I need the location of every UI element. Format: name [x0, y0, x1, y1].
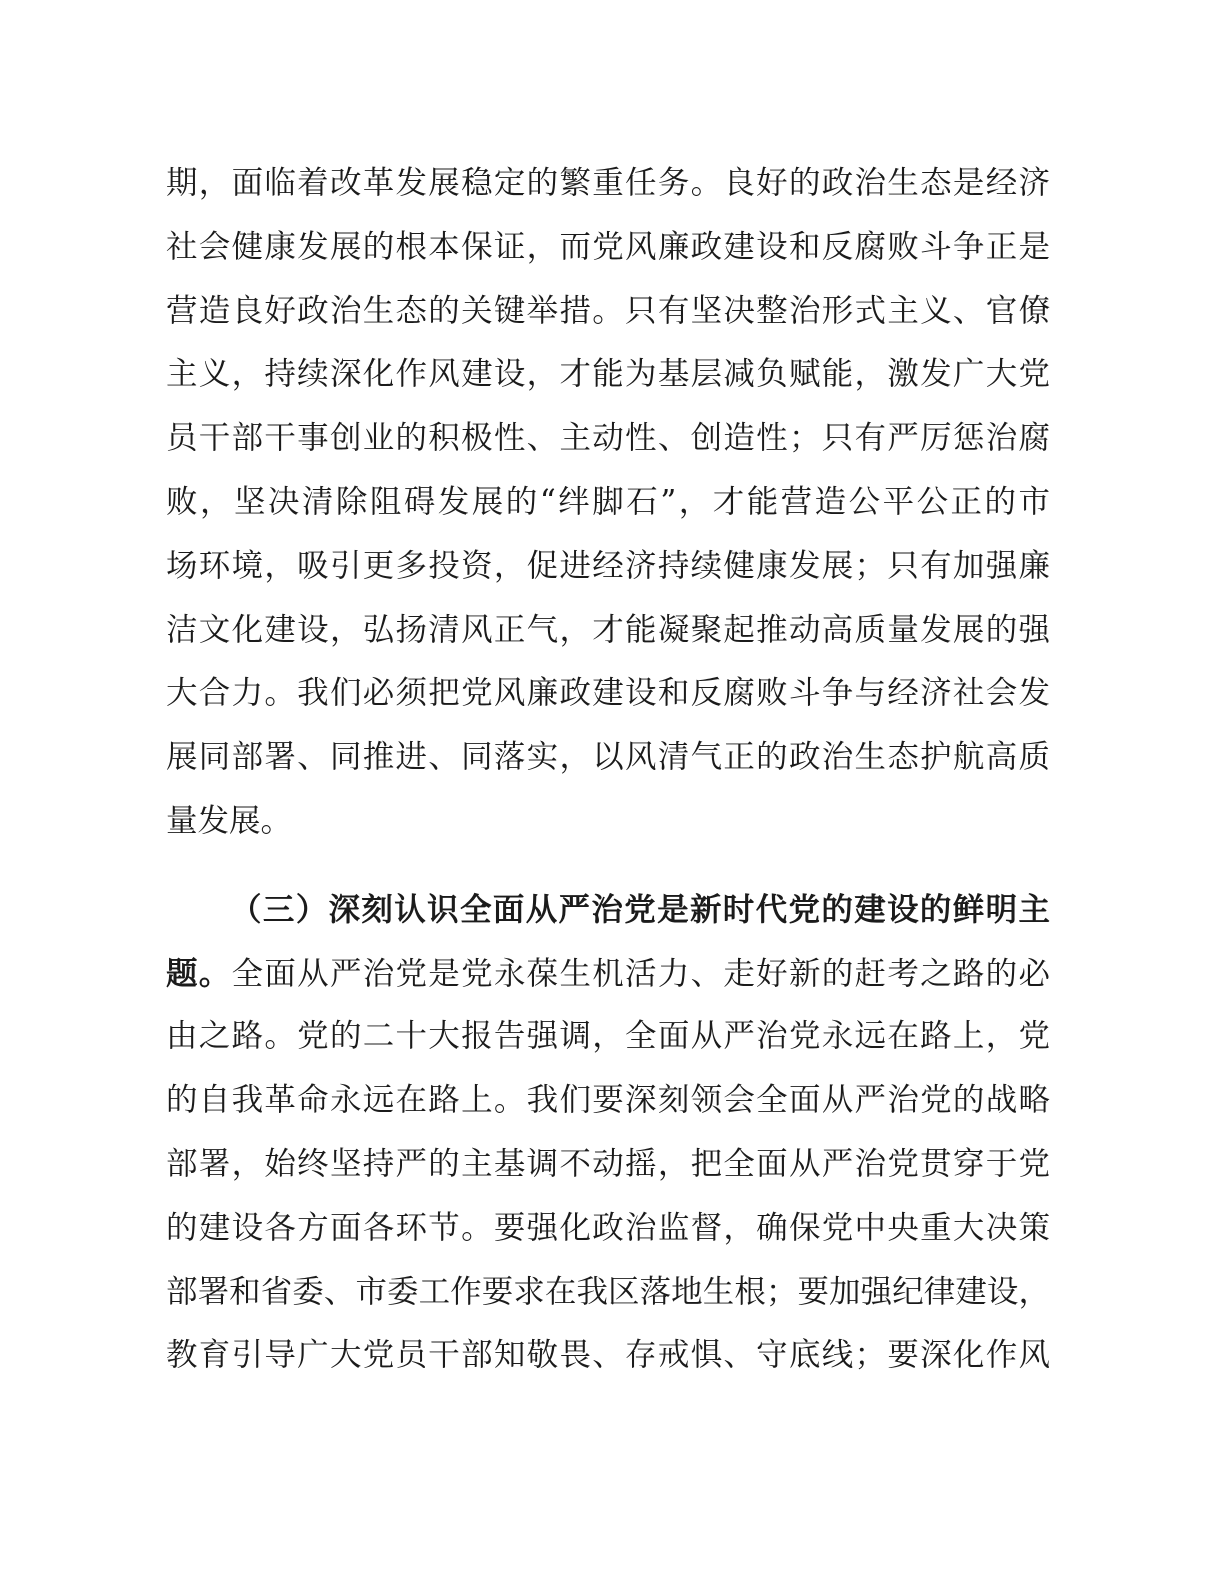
text-line	[166, 790, 1050, 854]
body-text-segment: 洁文化建设，弘扬清风正气，才能凝聚起推动高质量发展的强	[166, 611, 1050, 648]
body-text-segment: 社会健康发展的根本保证，而党风廉政建设和反腐败斗争正是	[166, 228, 1050, 265]
text-line	[166, 152, 1050, 216]
body-text-segment: 员干部干事创业的积极性、主动性、创造性；只有严厉惩治腐	[166, 420, 1050, 457]
body-text-segment: 全面从严治党是党永葆生机活力、走好新的赶考之路的必	[231, 955, 1050, 992]
text-line	[166, 1197, 1050, 1261]
text-line	[166, 1005, 1050, 1069]
text-line	[166, 280, 1050, 344]
bold-text-segment: （三）深刻认识全面从严治党是新时代党的建设的鲜明主	[230, 890, 1050, 928]
text-line	[166, 599, 1050, 663]
text-line	[166, 1324, 1050, 1388]
text-line	[166, 471, 1050, 535]
body-text-segment: 的建设各方面各环节。要强化政治监督，确保党中央重大决策	[166, 1209, 1050, 1246]
body-text-segment: 量发展。	[166, 802, 293, 839]
text-line	[166, 942, 1050, 1006]
text-line	[166, 407, 1050, 471]
bold-text-segment: 题。	[166, 954, 232, 992]
document-text	[166, 152, 1050, 1388]
body-text-segment: 部署和省委、市委工作要求在我区落地生根；要加强纪律建设，	[166, 1273, 1050, 1310]
body-text-segment: 败，坚决清除阻碍发展的“绊脚石”，才能营造公平公正的市	[166, 483, 1050, 520]
body-text-segment: 大合力。我们必须把党风廉政建设和反腐败斗争与经济社会发	[166, 675, 1050, 712]
text-line	[166, 1133, 1050, 1197]
text-line	[166, 1261, 1050, 1325]
body-text-segment: 期，面临着改革发展稳定的繁重任务。良好的政治生态是经济	[166, 165, 1050, 201]
body-text-segment: 教育引导广大党员干部知敬畏、存戒惧、守底线；要深化作风	[166, 1337, 1050, 1374]
section-heading-line	[166, 878, 1050, 942]
text-line	[166, 535, 1050, 599]
body-text-segment: 营造良好政治生态的关键举措。只有坚决整治形式主义、官僚	[166, 292, 1050, 329]
body-text-segment: 的自我革命永远在路上。我们要深刻领会全面从严治党的战略	[166, 1082, 1050, 1119]
body-text-segment: 主义，持续深化作风建设，才能为基层减负赋能，激发广大党	[166, 356, 1050, 393]
body-text-segment: 由之路。党的二十大报告强调，全面从严治党永远在路上，党	[166, 1018, 1050, 1055]
body-text-segment: 展同部署、同推进、同落实，以风清气正的政治生态护航高质	[166, 739, 1050, 776]
text-line	[166, 216, 1050, 280]
text-line	[166, 343, 1050, 407]
body-text-segment: 部署，始终坚持严的主基调不动摇，把全面从严治党贯穿于党	[166, 1145, 1050, 1182]
text-line	[166, 726, 1050, 790]
text-line	[166, 1069, 1050, 1133]
body-text-segment: 场环境，吸引更多投资，促进经济持续健康发展；只有加强廉	[166, 547, 1050, 584]
text-line	[166, 662, 1050, 726]
